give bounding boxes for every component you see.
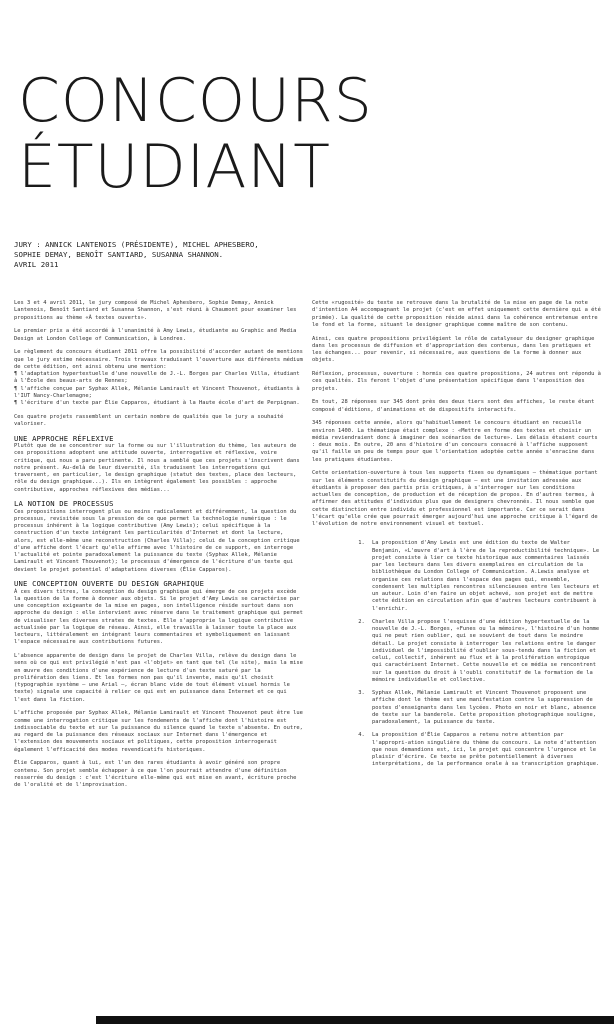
- body-paragraph: En tout, 28 réponses sur 345 dont près des deux tiers sont des affiches, le reste étant composé d'éditions, d'animations et de dispositifs interactifs.: [312, 399, 595, 413]
- body-paragraph: Cette «rugosité» du texte se retrouve dans la brutalité de la mise en page de la note d'intention A4 accompagnant le projet (c'est en effet uniquement cette dernière qui a été primée). La qualité de cette proposition réside ainsi dans la cohérence entretenue entre le fond et la forme, situant le designer graphique comme maître de son contenu.: [312, 300, 601, 328]
- list-item: 3. Syphax Allek, Mélanie Lamirault et Vincent Thouvenot proposent une affiche dont le thème est une manifestation contre la suppression de postes d'enseignants dans les lycées. Photo en noir et blanc, absence de texte sur la banderole. Cette proposition photographique souligne, paradoxalement, la puissance du texte.: [368, 690, 601, 726]
- section-heading: LA NOTION DE PROCESSUS: [14, 499, 114, 509]
- body-paragraph: 345 réponses cette année, alors qu'habituellement le concours étudiant en recueille environ 1400. La thématique était complexe : «Mettre en forme des textes et choisir un média reviendraient donc à imaginer des scénarios de lecture». Les délais étaient courts : deux mois. En outre, 20 ans d'histoire d'un concours consacré à l'affiche supposent qu'il faille un peu de temps pour que l'orientation adoptée cette année s'enracine dans les pratiques étudiantes.: [312, 420, 598, 463]
- laureates-list: [312, 540, 601, 768]
- list-item: 4. La proposition d'Élie Capparos a retenu notre attention par l'appropri-ation singulière du thème du concours. La note d'attention que nous demandions est, ici, le projet qui concentre l'urgence et le plaisir d'écrire. Ce texte se prête potentiellement à diverses interprétations, de la performance orale à sa transcription graphique.: [368, 732, 601, 768]
- mention-list: [14, 371, 303, 407]
- section-heading: UNE APPROCHE RÉFLEXIVE: [14, 433, 114, 443]
- rules-paragraph: Le règlement du concours étudiant 2011 offre la possibilité d'accorder autant de mentions que le jury estime nécessaire. Trois travaux traduisant l'ouverture aux différents médium de cette édition, ont ainsi obtenu une mention:: [14, 349, 303, 370]
- right-column: [312, 300, 601, 775]
- jury-date: AVRIL 2011: [14, 260, 59, 269]
- mention-item: ¶ l'adaptation hypertextuelle d'une nouvelle de J.-L. Borges par Charles Villa, étudiant à l'École des beaux-arts de Rennes;: [14, 371, 300, 385]
- page-title: [18, 68, 598, 200]
- jury-block: [14, 240, 314, 270]
- mention-item: ¶ l'écriture d'un texte par Élie Capparos, étudiant à la Haute école d'art de Perpignan.: [14, 400, 300, 406]
- body-paragraph: Élie Capparos, quant à lui, est l'un des rares étudiants à avoir généré son propre contenu. Son projet semble échapper à ce que l'on pourrait attendre d'une définition resserrée du design : c'est l'écriture elle-même qui est mise en avant, écriture proche de l'oralité et de l'improvisation.: [14, 760, 297, 788]
- intro-paragraph: Les 3 et 4 avril 2011, le jury composé de Michel Aphesbero, Sophie Demay, Annick Lantenois, Benoît Santiard et Susanna Shannon, s'est réuni à Chaumont pour examiner les propositions au thème «À textes ouverts».: [14, 300, 297, 321]
- list-item: 1. La proposition d'Amy Lewis est une édition du texte de Walter Benjamin, «L'œuvre d'art à l'ère de la reproductibilité technique». Le projet consiste à lier ce texte historique aux commentaires laissés par les lecteurs dans les divers exemplaires en circulation de la bibliothèque du London College of Communication. A.Lewis analyse et organise ces relations dans l'espace des pages qui, ensemble, condensent les multiples rencontres silencieuses entre les lecteurs et un auteur. Loin d'en faire un objet achevé, son projet est de mettre cette édition en circulation afin que d'autres lecteurs contribuent à l'enrichir.: [368, 540, 601, 613]
- first-prize-paragraph: Le premier prix a été accordé à l'unanimité à Amy Lewis, étudiante au Graphic and Media Design at London College of Communication, à Londres.: [14, 328, 297, 342]
- body-paragraph: L'absence apparente de design dans le projet de Charles Villa, relève du design dans le sens où ce qui est privilégié n'est pas «l'objet» en tant que tel (le site), mais la mise en œuvre des conditions d'une expérience de lecture d'un texte saturé par la prolifération des liens. Et les formes non pas qu'il invente, mais qu'il choisit (typographie système — une Arial —, écran blanc vide de tout élément visuel hormis le texte) signale une capacité à relier ce qui est en puissance dans Internet et ce qui l'est dans la fiction.: [14, 653, 303, 703]
- body-paragraph: Plutôt que de se concentrer sur la forme ou sur l'illustration du thème, les auteurs de ces propositions adoptent une attitude ouverte, interrogative et réflexive, voire critique, qui nous a paru pertinente. Il nous a semblé que ces projets s'inscrivent dans notre présent. Au-delà de leur diversité, ils traduisent les interrogations qui traversent, en particulier, le design graphique (statut des textes, place des lecteurs, rôle du design graphique...). Ils en intègrent également les possibles : approche contributive, approches réflexives des médias...: [14, 443, 300, 493]
- body-paragraph: Ainsi, ces quatre propositions privilégient le rôle de catalyseur du designer graphique dans les processus de diffusion et d'appropriation des contenus, dans les pratiques et les échanges... pour revenir, si nécessaire, aux questions de la forme à donner aux objets.: [312, 335, 595, 364]
- title-line-1: CONCOURS: [18, 66, 373, 136]
- body-paragraph: Ces propositions interrogent plus ou moins radicalement et différemment, la question du processus, revisitée sous la pression de ce que permet la technologie numérique : le processus inhérent à la logique contributive (Amy Lewis); celui spécifique à la construction d'un texte intégrant les particularités d'Internet et dont la lecture, alors, est elle-même une reconstruction (Charles Villa); celui de la conception critique d'une affiche dont l'écart qu'elle affirme avec l'histoire de ce support, en interroge l'actualité et pointe paradoxalement la puissance du texte (Syphax Allek, Mélanie Lamirault et Vincent Thouvenot); le processus d'émergence de l'écriture d'un texte qui devient le projet potentiel d'adaptations diverses (Élie Capparos).: [14, 508, 300, 573]
- body-paragraph: Réflexion, processus, ouverture : hormis ces quatre propositions, 24 autres ont répondu à ces qualités. Ils feront l'objet d'une présentation spécifique dans l'exposition des projets.: [312, 371, 601, 392]
- body-paragraph: L'affiche proposée par Syphax Allek, Mélanie Lamirault et Vincent Thouvenot peut être lue comme une interrogation critique sur les fondements de l'affiche dont l'histoire est indissociable du texte et sur la puissance du silence quand le texte s'absente. En outre, au regard de la puissance des réseaux sociaux sur Internet dans l'émergence et l'extension des mouvements sociaux et politiques, cette proposition interrogerait également l'efficacité des modes revendicatifs historiques.: [14, 710, 303, 753]
- list-item: 2. Charles Villa propose l'esquisse d'une édition hypertextuelle de la nouvelle de J.-L. Borges, «Funes ou la mémoire», l'histoire d'un homme qui ne peut rien oublier, qui se souvient de tout dans le moindre détail. Le projet consiste à interroger les relations entre le danger individuel de l'impossibilité d'oublier sous-tendu dans la fiction et celui, collectif, inhérent au flux et à la prolifération entropique qui caractérisent Internet. Cette nouvelle et ce média se rencontrent sur la question du droit à l'oubli constitutif de la formation de la mémoire individuelle et collective.: [368, 619, 601, 684]
- body-paragraph: Cette orientation-ouverture à tous les supports fixes ou dynamiques — thématique portant sur les éléments constitutifs du design graphique — est une invitation adressée aux étudiants à proposer des partis pris critiques, à s'interroger sur les conditions actuelles de conception, de production et de réception de propos. En d'autres termes, à affirmer des attitudes d'individus plus que de designers chevronnés. Il nous semble que cette distinction entre individu et professionnel est importante. Car ce serait dans l'écart qu'elle crée que pourrait émerger aujourd'hui une approche critique à l'égard de l'évolution de notre environnement visuel et textuel.: [312, 470, 598, 527]
- summary-paragraph: Ces quatre projets rassemblent un certain nombre de qualités que le jury a souhaité valoriser.: [14, 413, 284, 427]
- mention-item: ¶ l'affiche conçue par Syphax Allek, Mélanie Lamirault et Vincent Thouvenot, étudiants à l'IUT Nancy-Charlemagne;: [14, 385, 300, 399]
- footer-bar: [96, 1016, 614, 1024]
- body-paragraph: À ces divers titres, la conception du design graphique qui émerge de ces projets excède la question de la forme à donner aux objets. Si le projet d'Amy Lewis se caractérise par une conception exigeante de la mise en pages, son intelligence réside surtout dans son approche du design : elle intervient avec réserve dans le traitement graphique qui permet de visualiser les diverses strates de textes. Elle s'approprie la logique contributive actualisée par la logique de réseau. Ainsi, elle travaille à laisser toute la place aux lecteurs, littéralement en intégrant leurs commentaires et symboliquement en laissant l'espace nécessaire aux contributions futures.: [14, 588, 303, 646]
- title-line-2: ÉTUDIANT: [18, 132, 331, 202]
- left-column: [14, 300, 303, 796]
- jury-line-2: SOPHIE DEMAY, BENOÎT SANTIARD, SUSANNA SHANNON.: [14, 250, 224, 259]
- section-heading: UNE CONCEPTION OUVERTE DU DESIGN GRAPHIQUE: [14, 579, 205, 589]
- jury-line-1: JURY : ANNICK LANTENOIS (PRÉSIDENTE), MICHEL APHESBERO,: [14, 240, 259, 249]
